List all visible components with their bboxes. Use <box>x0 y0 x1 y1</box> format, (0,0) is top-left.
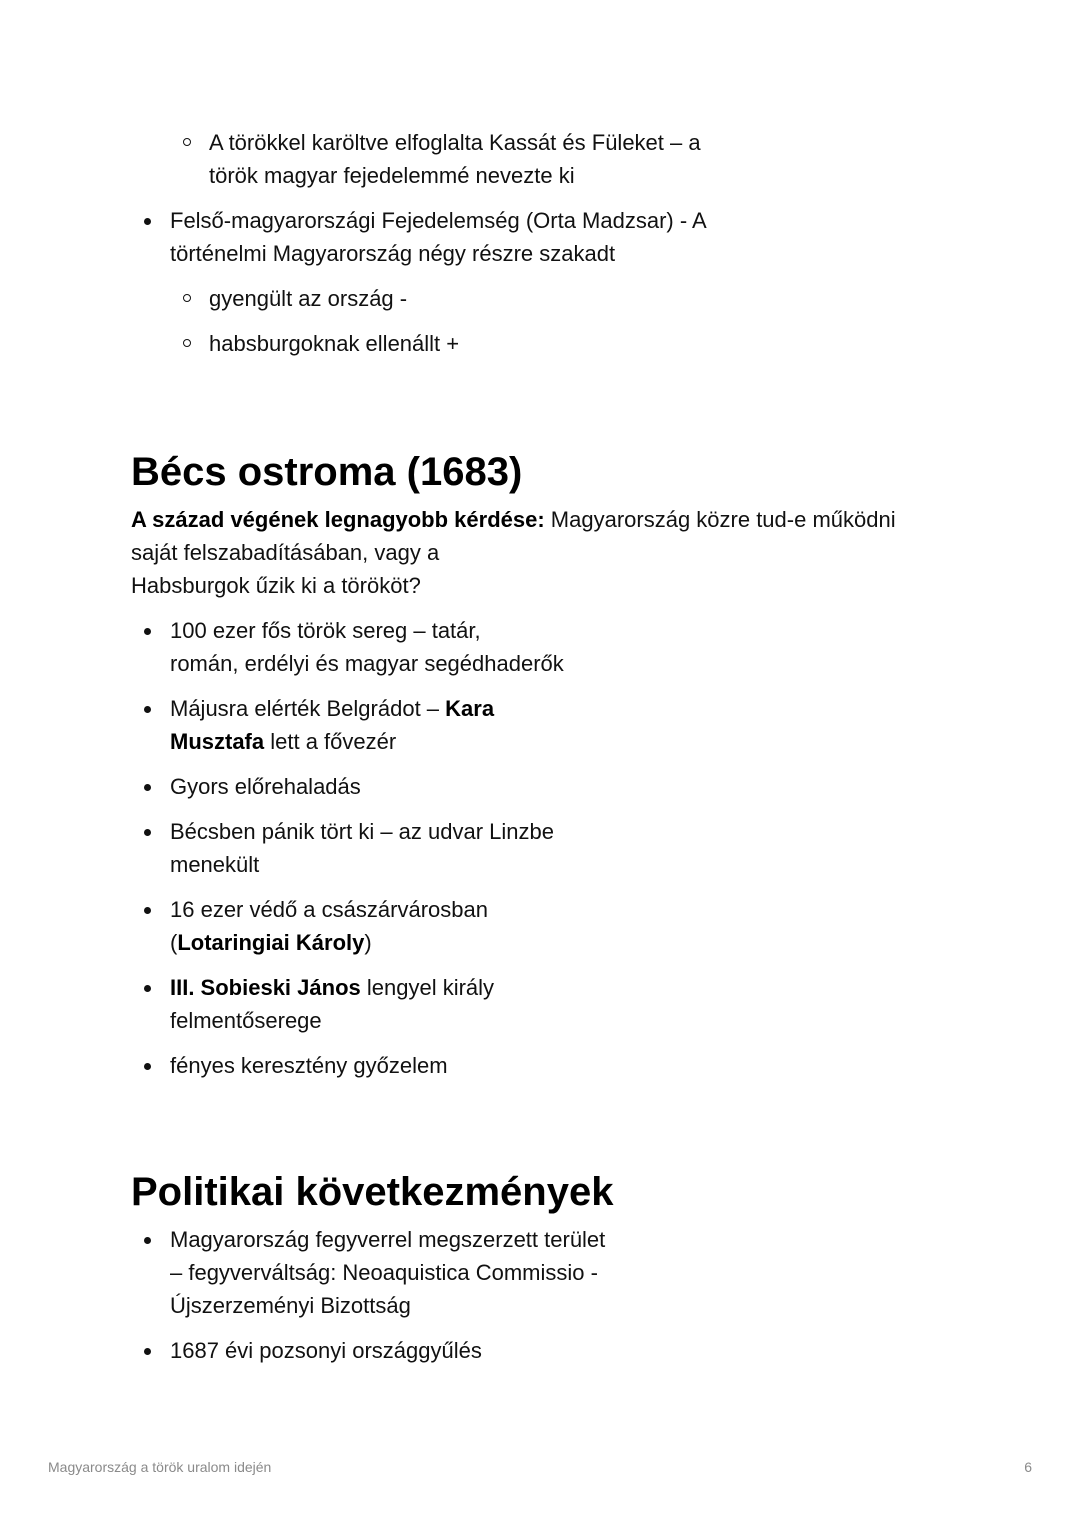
list-item-line: román, erdélyi és magyar segédhaderők <box>170 651 564 676</box>
intro-text: Magyarország közre tud-e működni <box>544 507 896 532</box>
list-item-line: 100 ezer fős török sereg – tatár, <box>170 618 481 643</box>
list-item-line: Gyors előrehaladás <box>170 774 361 799</box>
footer-title: Magyarország a török uralom idején <box>48 1459 272 1475</box>
list-item-line: menekült <box>170 852 260 877</box>
intro-text: saját felszabadításában, vagy a <box>131 540 440 565</box>
list-item <box>131 815 991 881</box>
list-item <box>131 1334 991 1367</box>
list-item-text: lengyel király <box>360 975 495 1000</box>
list-item-line: felmentőserege <box>170 1008 322 1033</box>
list-item <box>131 770 991 803</box>
spacer <box>131 1094 991 1168</box>
list-item-line: – fegyverváltság: Neoaquistica Commissio - <box>170 1260 598 1285</box>
becs-bullet-list <box>131 614 991 1082</box>
top-sub-list <box>131 126 991 192</box>
spacer <box>131 372 991 448</box>
top-bullet-list <box>131 204 991 270</box>
list-item-bold: III. Sobieski János <box>170 975 361 1000</box>
sub-item-line: A törökkel karöltve elfoglalta Kassát és Füleket – a <box>209 130 701 155</box>
sub-item-text: habsburgoknak ellenállt + <box>209 331 460 356</box>
list-item-text: Májusra elérték Belgrádot – <box>170 696 446 721</box>
list-item <box>131 614 991 680</box>
page-number: 6 <box>1024 1459 1032 1475</box>
sub-list-item <box>131 282 991 315</box>
sub-item-line: török magyar fejedelemmé nevezte ki <box>209 163 575 188</box>
list-item-text: lett a fővezér <box>264 729 397 754</box>
intro-text: Habsburgok űzik ki a törököt? <box>131 573 421 598</box>
list-item-line: fényes keresztény győzelem <box>170 1053 448 1078</box>
page-content <box>131 126 991 1379</box>
list-item-line: Újszerzeményi Bizottság <box>170 1293 411 1318</box>
list-item-line: 1687 évi pozsonyi országgyűlés <box>170 1338 482 1363</box>
list-item-line: Felső-magyarországi Fejedelemség (Orta Madzsar) - A <box>170 208 707 233</box>
list-item <box>131 971 991 1037</box>
list-item-text: ( <box>170 930 178 955</box>
section-heading-politikai: Politikai következmények <box>131 1170 614 1214</box>
list-item-line: Bécsben pánik tört ki – az udvar Linzbe <box>170 819 555 844</box>
list-item-line: 16 ezer védő a császárvárosban <box>170 897 488 922</box>
sub-list-item <box>131 327 991 360</box>
list-item-bold: Musztafa <box>170 729 265 754</box>
list-item <box>131 1049 991 1082</box>
list-item-text: ) <box>364 930 372 955</box>
nested-sub-list <box>131 282 991 360</box>
list-item-line: Magyarország fegyverrel megszerzett terület <box>170 1227 606 1252</box>
section-intro <box>131 503 991 602</box>
intro-bold: A század végének legnagyobb kérdése: <box>131 507 545 532</box>
list-item <box>131 893 991 959</box>
list-item-bold: Kara <box>445 696 495 721</box>
section-heading-becs-ostroma: Bécs ostroma (1683) <box>131 450 523 494</box>
list-item <box>131 1223 991 1322</box>
sub-list-item <box>131 126 991 192</box>
sub-item-text: gyengült az ország - <box>209 286 408 311</box>
list-item-line: történelmi Magyarország négy részre szakadt <box>170 241 616 266</box>
politikai-bullet-list <box>131 1223 991 1367</box>
list-item <box>131 204 991 270</box>
list-item <box>131 692 991 758</box>
list-item-bold: Lotaringiai Károly <box>177 930 365 955</box>
